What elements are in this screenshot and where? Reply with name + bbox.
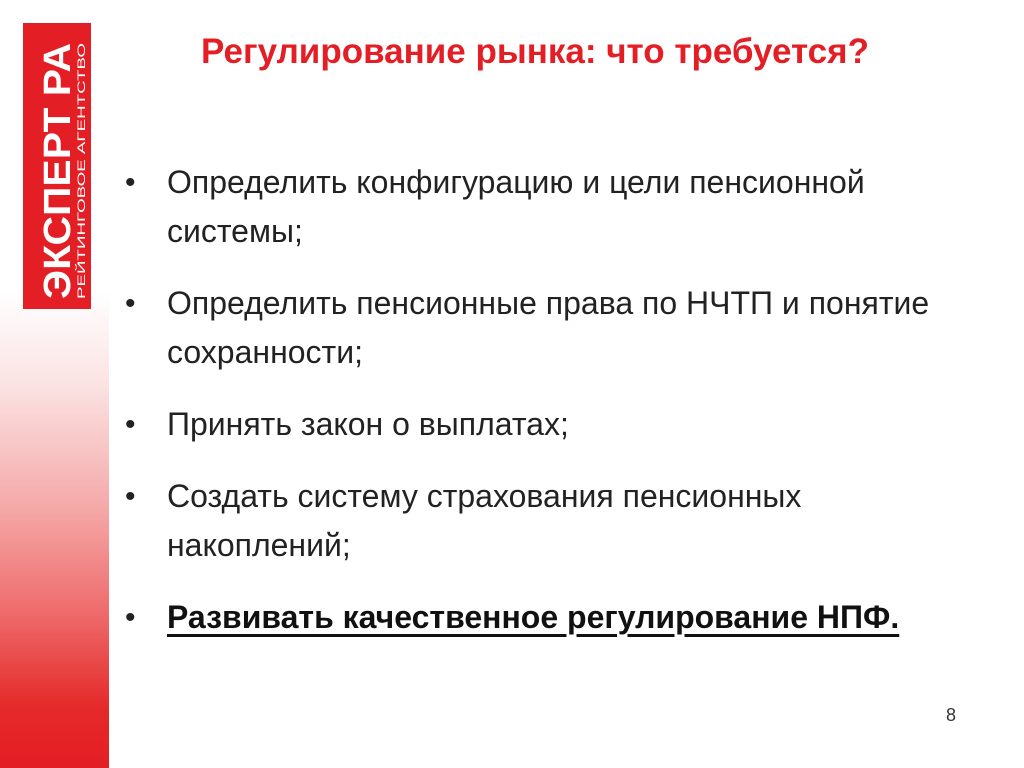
slide-title: Регулирование рынка: что требуется?: [201, 32, 869, 71]
bullet-marker: •: [125, 480, 136, 513]
bullet-marker: •: [125, 408, 136, 441]
bullet-text: Развивать качественное регулирование НПФ.: [167, 599, 900, 635]
bullet-text: Принять закон о выплатах;: [167, 406, 569, 442]
logo-artwork: [23, 23, 91, 309]
bullet-item: [123, 472, 993, 570]
logo-brand-text: ЭКСПЕРТ РА: [37, 61, 79, 299]
bullet-item: [123, 279, 993, 377]
bullet-item: [123, 400, 993, 449]
logo-tagline: РЕЙТИНГОВОЕ АГЕНТСТВО: [76, 148, 88, 299]
bullet-text: Определить конфигурацию и цели пенсионной системы;: [167, 164, 865, 249]
bullet-marker: •: [125, 601, 136, 634]
bullet-marker: •: [125, 166, 136, 199]
bullet-item: [123, 158, 993, 256]
page-number: 8: [946, 705, 957, 725]
bullet-text: Создать систему страхования пенсионных накоплений;: [167, 478, 802, 563]
bullet-text: Определить пенсионные права по НЧТП и понятие сохранности;: [167, 285, 930, 370]
expert-ra-logo: [23, 23, 91, 309]
bullet-marker: •: [125, 287, 136, 320]
bullet-item-emphasized: [123, 593, 993, 642]
bullet-list: [123, 158, 993, 642]
